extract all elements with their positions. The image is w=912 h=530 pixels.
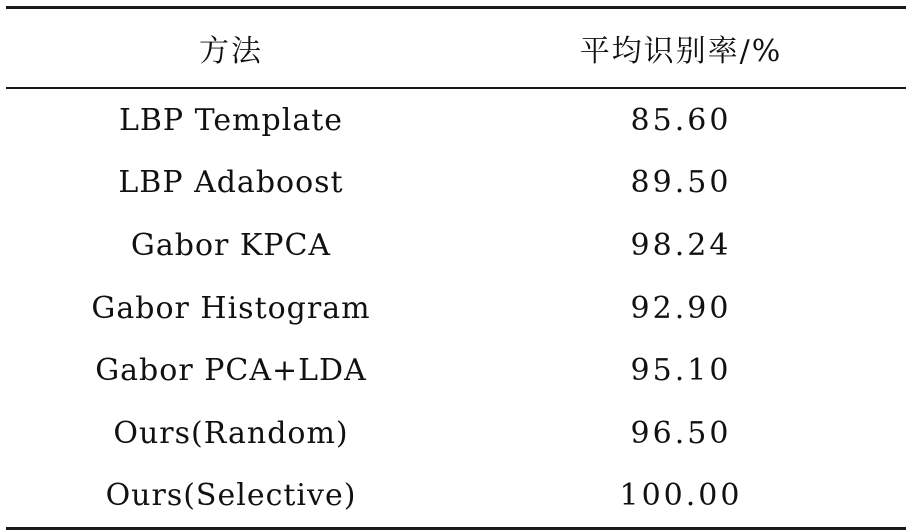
table-header <box>6 8 906 89</box>
rate-cell: 98.24 <box>630 227 732 263</box>
method-cell: LBP Adaboost <box>118 165 344 201</box>
header-method: 方法 <box>199 34 263 69</box>
rate-cell: 92.90 <box>630 290 732 326</box>
table-row <box>6 339 906 402</box>
method-cell: Ours(Selective) <box>105 478 357 514</box>
rate-cell: 85.60 <box>630 102 732 138</box>
method-cell: LBP Template <box>118 102 344 138</box>
rate-cell: 95.10 <box>630 353 732 389</box>
rate-cell: 100.00 <box>619 478 743 514</box>
table-row <box>6 465 906 529</box>
table-row <box>6 402 906 465</box>
table-row <box>6 88 906 152</box>
table-row <box>6 214 906 277</box>
recognition-rate-table <box>6 6 906 530</box>
table-row <box>6 152 906 215</box>
table-row <box>6 277 906 340</box>
method-cell: Gabor Histogram <box>91 290 371 326</box>
method-cell: Ours(Random) <box>113 415 349 451</box>
method-cell: Gabor PCA+LDA <box>95 353 367 389</box>
rate-cell: 96.50 <box>630 415 732 451</box>
rate-cell: 89.50 <box>630 165 732 201</box>
results-table-container <box>6 6 906 530</box>
method-cell: Gabor KPCA <box>130 227 332 263</box>
table-body <box>6 88 906 529</box>
header-average-recognition-rate: 平均识别率/% <box>579 34 783 69</box>
header-row <box>6 8 906 89</box>
